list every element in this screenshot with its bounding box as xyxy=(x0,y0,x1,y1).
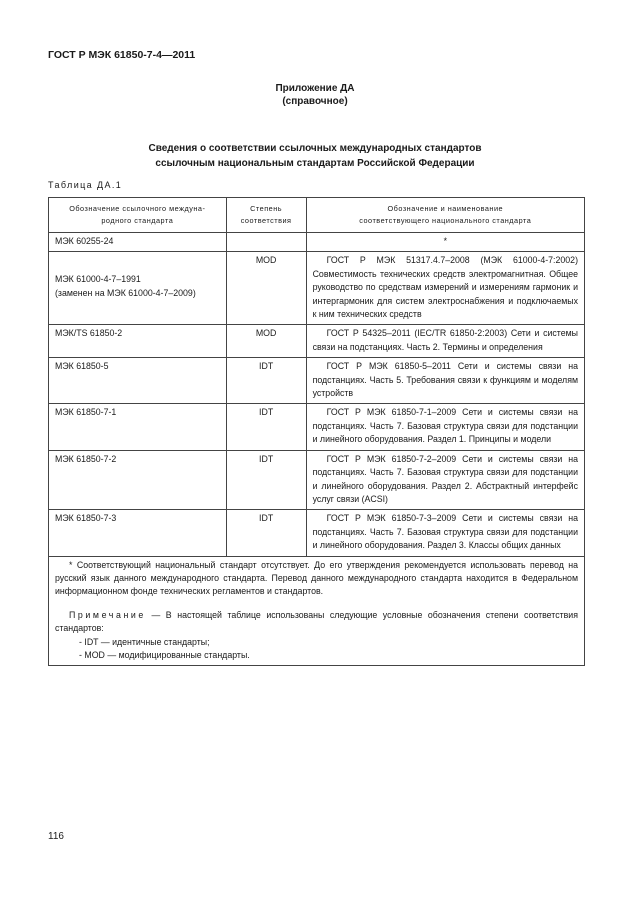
header-ref-standard: Обозначение ссылочного междуна- родного стандарта xyxy=(49,198,227,233)
section-title-line1: Сведения о соответствии ссылочных международных стандартов xyxy=(148,143,482,154)
appendix-subtitle: (справочное) xyxy=(282,96,348,107)
note-paragraph xyxy=(55,609,578,636)
row-code: МЭК 61850-7-1 xyxy=(49,404,227,450)
row-degree: IDT xyxy=(226,358,306,404)
note-item: - IDT — идентичные стандарты; xyxy=(79,636,210,647)
document-header: ГОСТ Р МЭК 61850-7-4—2011 xyxy=(48,49,196,61)
table-row xyxy=(49,233,585,252)
note-item: - MOD — модифицированные стандарты. xyxy=(79,649,250,660)
section-title xyxy=(0,141,630,171)
row-code: МЭК 61850-7-3 xyxy=(49,510,227,556)
row-degree: MOD xyxy=(226,325,306,358)
note-text: — В настоящей таблице использованы следующие условные обозначения степени соответствия стандартов: xyxy=(55,609,578,634)
standards-table xyxy=(48,197,585,666)
row-desc: ГОСТ Р 54325–2011 (IEC/TR 61850-2:2003) Сети и системы связи на подстанциях. Часть 2. Термины и определения xyxy=(306,325,584,358)
row-code: МЭК 61850-7-2 xyxy=(49,450,227,510)
header-degree: Степень соответствия xyxy=(226,198,306,233)
table-row xyxy=(49,325,585,358)
footnote-text: * Соответствующий национальный стандарт отсутствует. До его утверждения рекомендуется использовать перевод на русский язык данного международного стандарта. Перевод данного международного стандарта находится в Федеральном информационном фонде технических регламентов и стандартов. xyxy=(55,559,578,597)
row-degree: MOD xyxy=(226,252,306,325)
section-title-line2: ссылочным национальным стандартам Российской Федерации xyxy=(155,158,475,169)
appendix-title: Приложение ДА xyxy=(275,83,355,94)
row-code: МЭК 61000-4-7–1991 (заменен на МЭК 61000-4-7–2009) xyxy=(49,252,227,325)
table-row xyxy=(49,404,585,450)
row-degree xyxy=(226,233,306,252)
row-code-note: (заменен на МЭК 61000-4-7–2009) xyxy=(55,287,196,298)
table-row xyxy=(49,358,585,404)
header-national-standard: Обозначение и наименование соответствующего национального стандарта xyxy=(306,198,584,233)
row-degree: IDT xyxy=(226,510,306,556)
table-footnote xyxy=(49,556,585,666)
table-row xyxy=(49,510,585,556)
row-degree: IDT xyxy=(226,450,306,510)
row-desc: * xyxy=(306,233,584,252)
note-label: Примечание xyxy=(69,609,146,620)
row-desc: ГОСТ Р МЭК 61850-7-3–2009 Сети и системы связи на подстанциях. Часть 7. Базовая структура связи для подстанции и линейного оборудования. Раздел 3. Классы общих данных xyxy=(306,510,584,556)
row-code: МЭК 61850-5 xyxy=(49,358,227,404)
row-desc: ГОСТ Р МЭК 61850-7-1–2009 Сети и системы связи на подстанциях. Часть 7. Базовая структура связи для подстанции и линейного оборудования. Раздел 1. Принципы и модели xyxy=(306,404,584,450)
row-desc: ГОСТ Р МЭК 51317.4.7–2008 (МЭК 61000-4-7:2002) Совместимость технических средств электромагнитная. Общее руководство по средствам измерений и измерениям гармоник и интергармоник для систем электроснабжения и подключаемых к ним технических средств xyxy=(306,252,584,325)
table-row xyxy=(49,450,585,510)
row-desc: ГОСТ Р МЭК 61850-7-2–2009 Сети и системы связи на подстанциях. Часть 7. Базовая структура связи для подстанции и линейного оборудования. Раздел 2. Абстрактный интерфейс услуг связи (ACSI) xyxy=(306,450,584,510)
row-desc: ГОСТ Р МЭК 61850-5–2011 Сети и системы связи на подстанциях. Часть 5. Требования связи к функциям и моделям устройств xyxy=(306,358,584,404)
page-number: 116 xyxy=(48,831,64,842)
row-degree: IDT xyxy=(226,404,306,450)
table-footnote-row xyxy=(49,556,585,666)
row-code: МЭК 60255-24 xyxy=(49,233,227,252)
table-label: Таблица ДА.1 xyxy=(48,180,123,190)
table-header-row xyxy=(49,198,585,233)
row-code: МЭК/TS 61850-2 xyxy=(49,325,227,358)
table-row xyxy=(49,252,585,325)
